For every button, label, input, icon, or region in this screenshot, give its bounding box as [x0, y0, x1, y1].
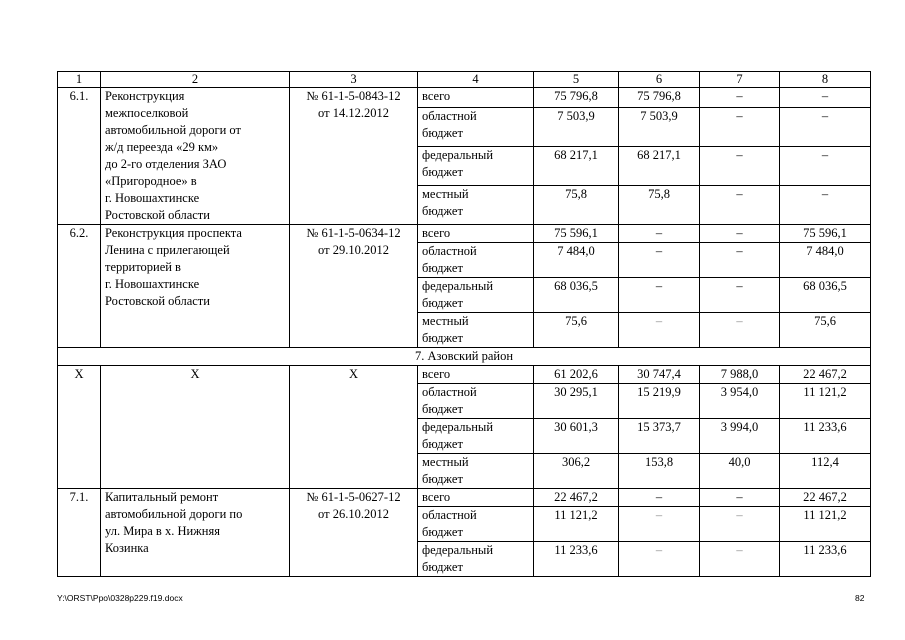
value-cell: –	[619, 278, 700, 313]
value-cell: 40,0	[700, 454, 780, 489]
value-cell: 30 295,1	[534, 384, 619, 419]
value-cell: 68 036,5	[780, 278, 871, 313]
total-marker: X	[101, 366, 290, 489]
value-cell: 11 121,2	[534, 507, 619, 542]
value-cell: 75,6	[534, 313, 619, 348]
header-cell: 3	[290, 72, 418, 88]
value-cell: 30 601,3	[534, 419, 619, 454]
page-number: 82	[855, 593, 865, 603]
value-cell: 75 596,1	[534, 225, 619, 243]
value-cell: –	[700, 278, 780, 313]
value-cell: 153,8	[619, 454, 700, 489]
value-cell: –	[619, 225, 700, 243]
value-cell: –	[780, 185, 871, 224]
budget-type: местный бюджет	[418, 313, 534, 348]
project-name: Капитальный ремонт автомобильной дороги по ул. Мира в х. Нижняя Козинка	[101, 489, 290, 577]
budget-type: местный бюджет	[418, 185, 534, 224]
budget-type: федеральный бюджет	[418, 542, 534, 577]
value-cell: 75 796,8	[619, 88, 700, 108]
budget-type: областной бюджет	[418, 507, 534, 542]
value-cell: –	[619, 243, 700, 278]
header-cell: 6	[619, 72, 700, 88]
value-cell: –	[700, 88, 780, 108]
value-cell: 3 954,0	[700, 384, 780, 419]
value-cell: 61 202,6	[534, 366, 619, 384]
value-cell: –	[700, 313, 780, 348]
table-row	[58, 225, 871, 243]
value-cell: 75,8	[534, 185, 619, 224]
budget-type: федеральный бюджет	[418, 147, 534, 186]
budget-type: федеральный бюджет	[418, 419, 534, 454]
value-cell: 75,6	[780, 313, 871, 348]
project-name: Реконструкция межпоселковой автомобильной дороги от ж/д переезда «29 км» до 2-го отделения ЗАО «Пригородное» в г. Новошахтинске Ростовской области	[101, 88, 290, 225]
value-cell: –	[700, 507, 780, 542]
header-row	[58, 72, 871, 88]
value-cell: –	[619, 542, 700, 577]
value-cell: –	[700, 243, 780, 278]
value-cell: –	[619, 313, 700, 348]
table-row	[58, 366, 871, 384]
header-cell: 4	[418, 72, 534, 88]
value-cell: 11 233,6	[780, 542, 871, 577]
footer-file-path: Y:\ORST\Ppo\0328p229.f19.docx	[57, 593, 183, 603]
value-cell: 7 503,9	[619, 108, 700, 147]
budget-type: областной бюджет	[418, 243, 534, 278]
project-name: Реконструкция проспекта Ленина с прилегающей территорией в г. Новошахтинске Ростовской области	[101, 225, 290, 348]
value-cell: 75,8	[619, 185, 700, 224]
value-cell: 30 747,4	[619, 366, 700, 384]
header-cell: 8	[780, 72, 871, 88]
value-cell: 7 988,0	[700, 366, 780, 384]
value-cell: 68 217,1	[534, 147, 619, 186]
total-marker: X	[290, 366, 418, 489]
value-cell: 11 233,6	[780, 419, 871, 454]
project-number: 6.1.	[58, 88, 101, 225]
value-cell: –	[780, 88, 871, 108]
budget-type: всего	[418, 489, 534, 507]
value-cell: –	[619, 507, 700, 542]
value-cell: –	[619, 489, 700, 507]
header-cell: 2	[101, 72, 290, 88]
value-cell: 75 796,8	[534, 88, 619, 108]
total-marker: X	[58, 366, 101, 489]
header-cell: 7	[700, 72, 780, 88]
value-cell: –	[700, 147, 780, 186]
project-number: 6.2.	[58, 225, 101, 348]
project-number: 7.1.	[58, 489, 101, 577]
budget-type: областной бюджет	[418, 108, 534, 147]
value-cell: –	[700, 489, 780, 507]
budget-type: областной бюджет	[418, 384, 534, 419]
expertise-doc: № 61-1-5-0634-12 от 29.10.2012	[290, 225, 418, 348]
value-cell: 3 994,0	[700, 419, 780, 454]
value-cell: –	[700, 108, 780, 147]
budget-type: всего	[418, 366, 534, 384]
value-cell: 11 233,6	[534, 542, 619, 577]
value-cell: –	[700, 542, 780, 577]
budget-type: всего	[418, 225, 534, 243]
budget-type: федеральный бюджет	[418, 278, 534, 313]
value-cell: 11 121,2	[780, 507, 871, 542]
budget-table	[57, 71, 871, 577]
value-cell: 22 467,2	[534, 489, 619, 507]
value-cell: 22 467,2	[780, 489, 871, 507]
expertise-doc: № 61-1-5-0843-12 от 14.12.2012	[290, 88, 418, 225]
table-row	[58, 88, 871, 108]
header-cell: 1	[58, 72, 101, 88]
value-cell: 15 219,9	[619, 384, 700, 419]
section-title: 7. Азовский район	[58, 348, 871, 366]
value-cell: 15 373,7	[619, 419, 700, 454]
budget-type: всего	[418, 88, 534, 108]
value-cell: 112,4	[780, 454, 871, 489]
value-cell: –	[700, 225, 780, 243]
value-cell: 75 596,1	[780, 225, 871, 243]
budget-type: местный бюджет	[418, 454, 534, 489]
value-cell: –	[780, 147, 871, 186]
value-cell: 7 484,0	[780, 243, 871, 278]
expertise-doc: № 61-1-5-0627-12 от 26.10.2012	[290, 489, 418, 577]
value-cell: 68 217,1	[619, 147, 700, 186]
table-row	[58, 489, 871, 507]
value-cell: 68 036,5	[534, 278, 619, 313]
section-row	[58, 348, 871, 366]
header-cell: 5	[534, 72, 619, 88]
value-cell: 7 503,9	[534, 108, 619, 147]
value-cell: 22 467,2	[780, 366, 871, 384]
value-cell: 7 484,0	[534, 243, 619, 278]
value-cell: 306,2	[534, 454, 619, 489]
value-cell: –	[780, 108, 871, 147]
value-cell: –	[700, 185, 780, 224]
value-cell: 11 121,2	[780, 384, 871, 419]
